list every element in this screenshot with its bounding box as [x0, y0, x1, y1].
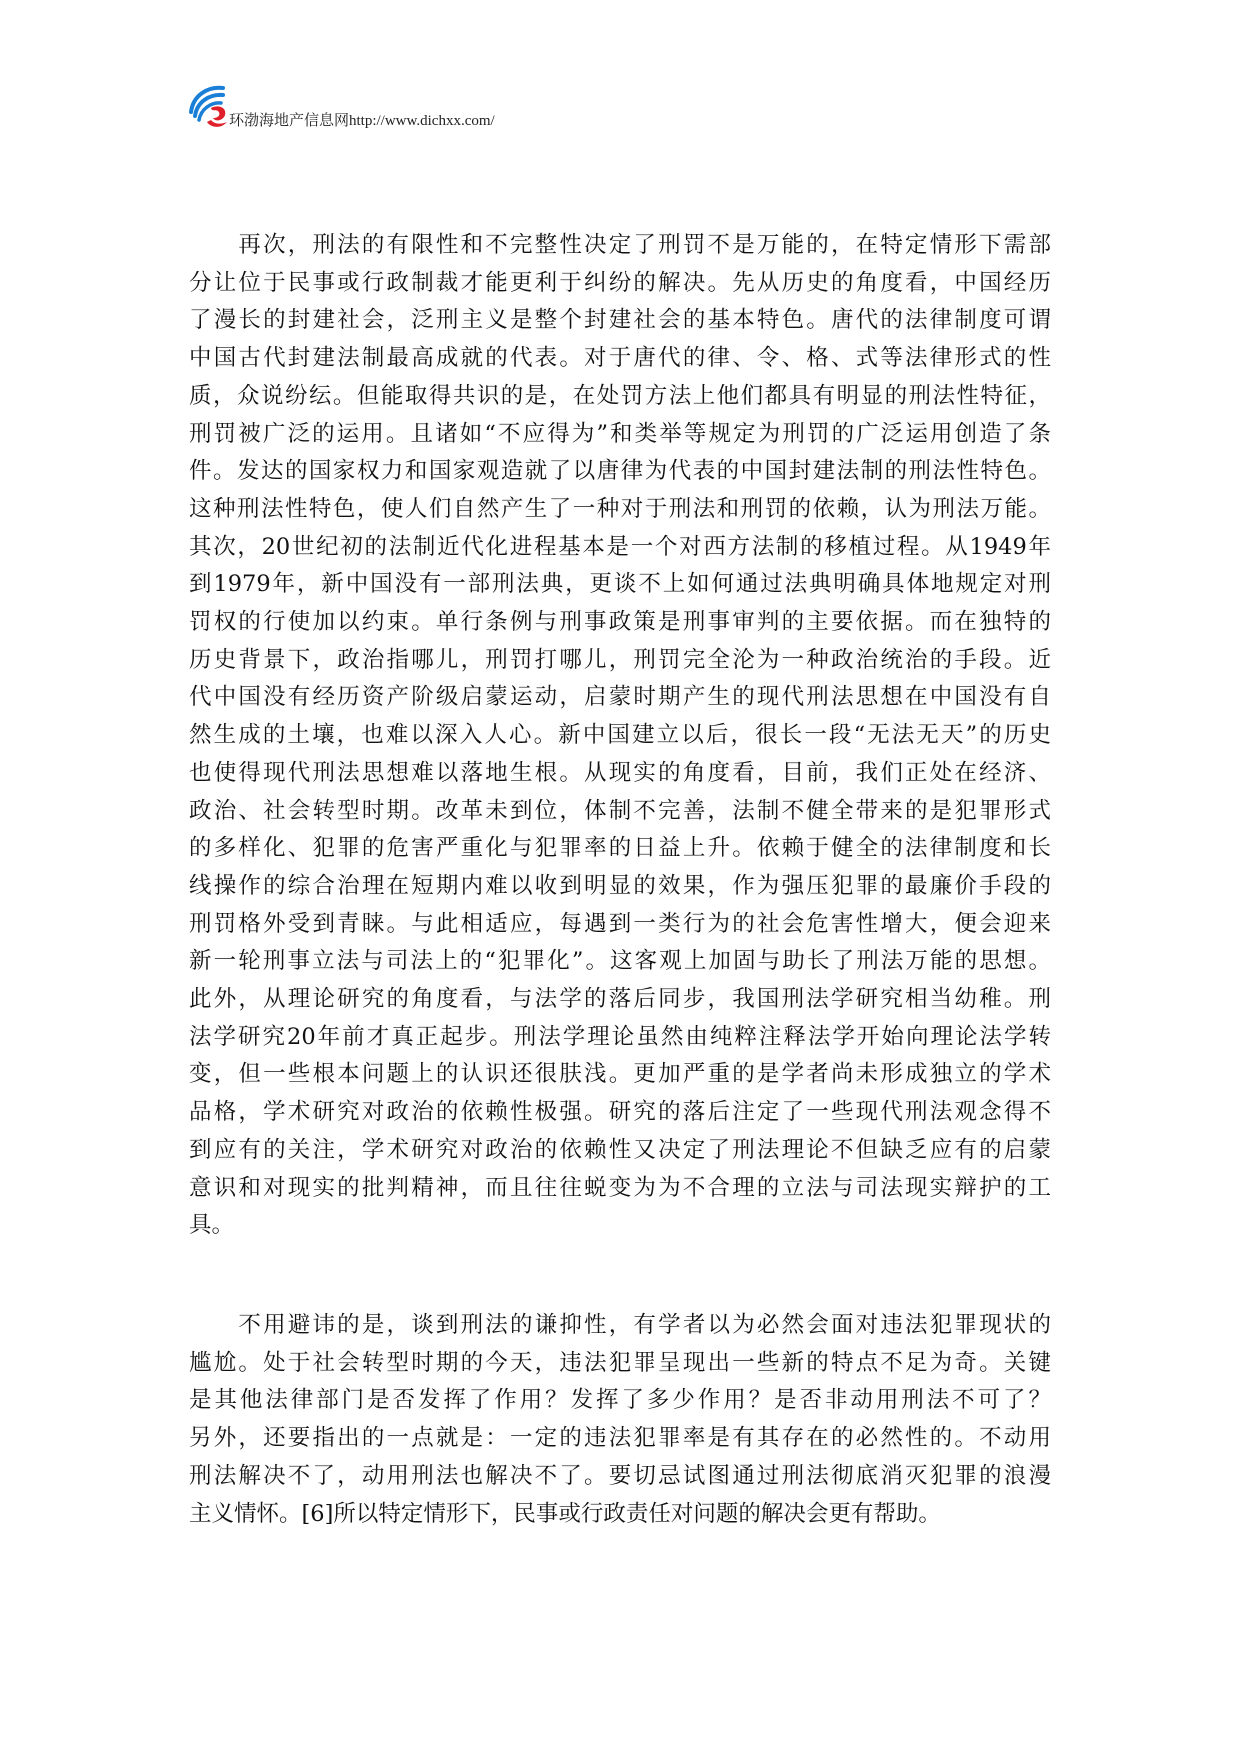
text-line: 另外，还要指出的一点就是：一定的违法犯罪率是有其存在的必然性的。不动用	[189, 1425, 1051, 1452]
dichxx-logo-icon	[185, 82, 235, 132]
text-line: 法学研究20年前才真正起步。刑法学理论虽然由纯粹注释法学开始向理论法学转	[189, 1023, 1051, 1050]
text-line: 刑法解决不了，动用刑法也解决不了。要切忌试图通过刑法彻底消灭犯罪的浪漫	[189, 1462, 1051, 1489]
text-line: 分让位于民事或行政制裁才能更利于纠纷的解决。先从历史的角度看，中国经历	[189, 269, 1051, 296]
page-header	[185, 82, 495, 132]
text-line: 品格，学术研究对政治的依赖性极强。研究的落后注定了一些现代刑法观念得不	[189, 1099, 1051, 1126]
text-line: 新一轮刑事立法与司法上的“犯罪化”。这客观上加固与助长了刑法万能的思想。	[189, 948, 1051, 975]
text-line: 历史背景下，政治指哪儿，刑罚打哪儿，刑罚完全沦为一种政治统治的手段。近	[189, 646, 1051, 673]
text-line: 到应有的关注，学术研究对政治的依赖性又决定了刑法理论不但缺乏应有的启蒙	[189, 1136, 1051, 1163]
text-line: 罚权的行使加以约束。单行条例与刑事政策是刑事审判的主要依据。而在独特的	[189, 609, 1051, 636]
text-line: 刑罚被广泛的运用。且诸如“不应得为”和类举等规定为刑罚的广泛运用创造了条	[189, 420, 1051, 447]
text-line: 的多样化、犯罪的危害严重化与犯罪率的日益上升。依赖于健全的法律制度和长	[189, 835, 1051, 862]
site-url[interactable]: http://www.dichxx.com/	[349, 113, 495, 129]
body-paragraph-1	[189, 227, 1051, 1245]
text-line: 意识和对现实的批判精神，而且往往蜕变为为不合理的立法与司法现实辩护的工	[189, 1174, 1051, 1201]
text-line: 也使得现代刑法思想难以落地生根。从现实的角度看，目前，我们正处在经济、	[189, 759, 1051, 786]
text-line: 这种刑法性特色，使人们自然产生了一种对于刑法和刑罚的依赖，认为刑法万能。	[189, 495, 1051, 522]
site-name: 环渤海地产信息网	[229, 111, 350, 129]
text-line: 再次，刑法的有限性和不完整性决定了刑罚不是万能的，在特定情形下需部	[189, 232, 1051, 258]
text-line: 尴尬。处于社会转型时期的今天，违法犯罪呈现出一些新的特点不足为奇。关键	[189, 1349, 1051, 1376]
text-line: 线操作的综合治理在短期内难以收到明显的效果，作为强压犯罪的最廉价手段的	[189, 872, 1051, 899]
text-line: 其次，20世纪初的法制近代化进程基本是一个对西方法制的移植过程。从1949年	[189, 533, 1051, 560]
text-line: 刑罚格外受到青睐。与此相适应，每遇到一类行为的社会危害性增大，便会迎来	[189, 910, 1051, 937]
text-line: 变，但一些根本问题上的认识还很肤浅。更加严重的是学者尚未形成独立的学术	[189, 1061, 1051, 1088]
text-line: 中国古代封建法制最高成就的代表。对于唐代的律、令、格、式等法律形式的性	[189, 345, 1051, 372]
text-line: 件。发达的国家权力和国家观造就了以唐律为代表的中国封建法制的刑法性特色。	[189, 458, 1051, 485]
text-line: 主义情怀。[6]所以特定情形下，民事或行政责任对问题的解决会更有帮助。	[189, 1500, 941, 1527]
text-line: 了漫长的封建社会，泛刑主义是整个封建社会的基本特色。唐代的法律制度可谓	[189, 307, 1051, 334]
text-line: 然生成的土壤，也难以深入人心。新中国建立以后，很长一段“无法无天”的历史	[189, 722, 1051, 749]
text-line: 具。	[189, 1212, 235, 1239]
text-line: 质，众说纷纭。但能取得共识的是，在处罚方法上他们都具有明显的刑法性特征，	[189, 382, 1051, 409]
text-line: 是其他法律部门是否发挥了作用？发挥了多少作用？是否非动用刑法不可了？	[189, 1387, 1051, 1414]
body-paragraph-2	[189, 1307, 1051, 1533]
text-line: 政治、社会转型时期。改革未到位，体制不完善，法制不健全带来的是犯罪形式	[189, 797, 1051, 824]
text-line: 不用避讳的是，谈到刑法的谦抑性，有学者以为必然会面对违法犯罪现状的	[189, 1312, 1051, 1338]
text-line: 此外，从理论研究的角度看，与法学的落后同步，我国刑法学研究相当幼稚。刑	[189, 986, 1051, 1013]
text-line: 到1979年，新中国没有一部刑法典，更谈不上如何通过法典明确具体地规定对刑	[189, 571, 1051, 598]
text-line: 代中国没有经历资产阶级启蒙运动，启蒙时期产生的现代刑法思想在中国没有自	[189, 684, 1051, 711]
